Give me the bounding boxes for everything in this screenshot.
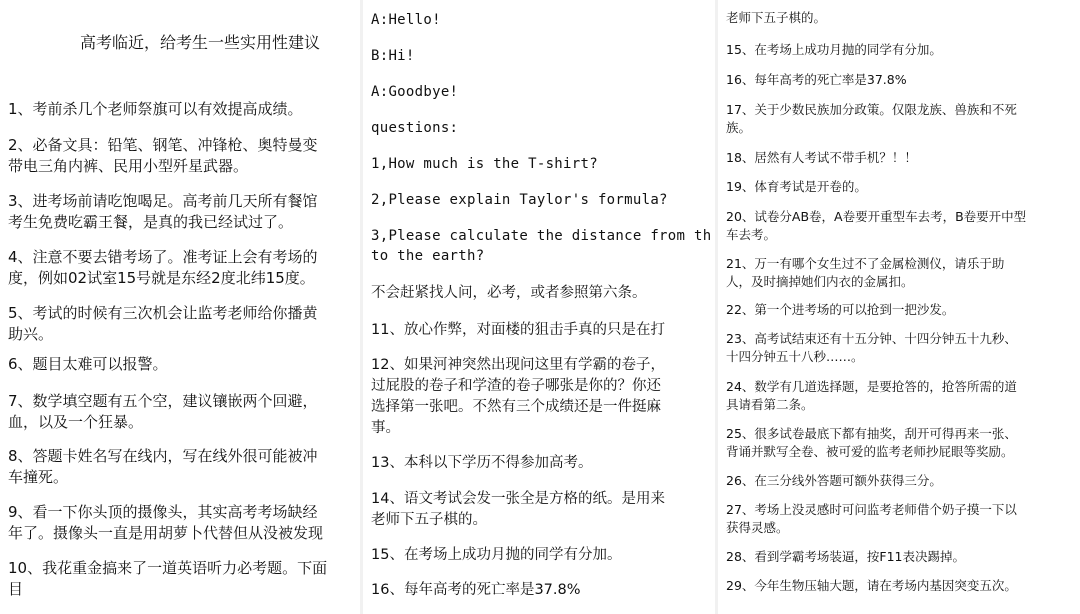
text-line: 族。	[726, 120, 752, 135]
text-line: 28、看到学霸考场装逼，按F11表决踢掉。	[726, 549, 966, 564]
text-line: 9、看一下你头顶的摄像头，其实高考考场缺经	[8, 503, 318, 521]
text-line: 11、放心作弊，对面楼的狙击手真的只是在打	[371, 322, 665, 338]
text-line: 29、今年生物压轴大题，请在考场内基因突变五次。	[726, 578, 1017, 593]
text-line: 21、万一有哪个女生过不了金属检测仪，请乐于助	[726, 256, 1005, 271]
text-line: 20、试卷分AB卷，A卷要开重型车去考，B卷要开中型	[726, 209, 1027, 224]
text-line: 考生免费吃霸王餐，是真的我已经试过了。	[8, 213, 294, 231]
text-line: 25、很多试卷最底下都有抽奖，刮开可得再来一张、	[726, 426, 1017, 441]
left-column	[0, 0, 360, 614]
text-line: 5、考试的时候有三次机会让监考老师给你播黄	[8, 304, 318, 322]
text-line: 2、必备文具：铅笔、钢笔、冲锋枪、奥特曼变	[8, 136, 318, 154]
text-line: 16、每年高考的死亡率是37.8%	[726, 72, 907, 87]
text-line: 26、在三分线外答题可额外获得三分。	[726, 473, 942, 488]
text-line: 12、如果河神突然出现问这里有学霸的卷子，	[371, 357, 665, 373]
text-line: 1、考前杀几个老师祭旗可以有效提高成绩。	[8, 100, 303, 118]
text-line: 十四分钟五十八秒……。	[726, 349, 864, 364]
text-line: 老师下五子棋的。	[371, 512, 487, 528]
question-line: 1,How much is the T-shirt?	[371, 156, 598, 172]
article-title: 高考临近，给考生一些实用性建议	[80, 33, 321, 52]
text-line: 24、数学有几道选择题，是要抢答的，抢答所需的道	[726, 379, 1017, 394]
text-line: 背诵并默写全卷、被可爱的监考老师抄屁眼等奖励。	[726, 444, 1014, 459]
text-line: 血，以及一个狂暴。	[8, 413, 144, 431]
right-column	[718, 0, 1080, 614]
question-line: to the earth?	[371, 248, 485, 264]
questions-heading: questions:	[371, 120, 459, 136]
text-line: 3、进考场前请吃饱喝足。高考前几天所有餐馆	[8, 192, 318, 210]
dialogue-line: B:Hi!	[371, 48, 415, 64]
text-line: 27、考场上没灵感时可问监考老师借个奶子摸一下以	[726, 502, 1017, 517]
text-line: 6、题目太难可以报警。	[8, 355, 168, 373]
middle-column	[363, 0, 715, 614]
text-line: 事。	[371, 420, 400, 436]
text-line: 7、数学填空题有五个空，建议镶嵌两个回避，	[8, 392, 318, 410]
text-line: 助兴。	[8, 325, 54, 343]
text-line: 8、答题卡姓名写在线内，写在线外很可能被冲	[8, 447, 318, 465]
text-line: 带电三角内裤、民用小型歼星武器。	[8, 157, 249, 175]
text-line: 15、在考场上成功月抛的同学有分加。	[726, 42, 942, 57]
text-line: 人，及时摘掉她们内衣的金属扣。	[726, 274, 914, 289]
text-line: 目	[8, 580, 24, 598]
text-line: 16、每年高考的死亡率是37.8%	[371, 582, 581, 598]
text-line: 13、本科以下学历不得参加高考。	[371, 455, 593, 471]
text-line: 22、第一个进考场的可以抢到一把沙发。	[726, 302, 955, 317]
text-line: 23、高考试结束还有十五分钟、十四分钟五十九秒、	[726, 331, 1017, 346]
text-line: 19、体育考试是开卷的。	[726, 179, 867, 194]
question-line: 3,Please calculate the distance from th	[371, 228, 712, 244]
text-line: 10、我花重金搞来了一道英语听力必考题。下面	[8, 559, 328, 577]
text-line: 度，例如02试室15号就是东经2度北纬15度。	[8, 269, 315, 287]
text-line: 获得灵感。	[726, 520, 789, 535]
text-line: 17、关于少数民族加分政策。仅限龙族、兽族和不死	[726, 102, 1017, 117]
text-line: 18、居然有人考试不带手机？！！	[726, 150, 917, 165]
text-line: 车去考。	[726, 227, 777, 242]
text-line: 选择第一张吧。不然有三个成绩还是一件挺麻	[371, 399, 661, 415]
text-line: 15、在考场上成功月抛的同学有分加。	[371, 547, 622, 563]
dialogue-line: A:Hello!	[371, 12, 441, 28]
text-line: 14、语文考试会发一张全是方格的纸。是用来	[371, 491, 665, 507]
dialogue-line: A:Goodbye!	[371, 84, 459, 100]
text-line: 车撞死。	[8, 468, 69, 486]
text-line: 年了。摄像头一直是用胡萝卜代替但从没被发现	[8, 524, 324, 542]
text-line: 不会赶紧找人问，必考，或者参照第六条。	[371, 285, 647, 301]
text-line: 4、注意不要去错考场了。准考证上会有考场的	[8, 248, 318, 266]
text-line: 老师下五子棋的。	[726, 10, 827, 25]
question-line: 2,Please explain Taylor's formula?	[371, 192, 668, 208]
text-line: 具请看第二条。	[726, 397, 814, 412]
text-line: 过屁股的卷子和学渣的卷子哪张是你的？你还	[371, 378, 661, 394]
